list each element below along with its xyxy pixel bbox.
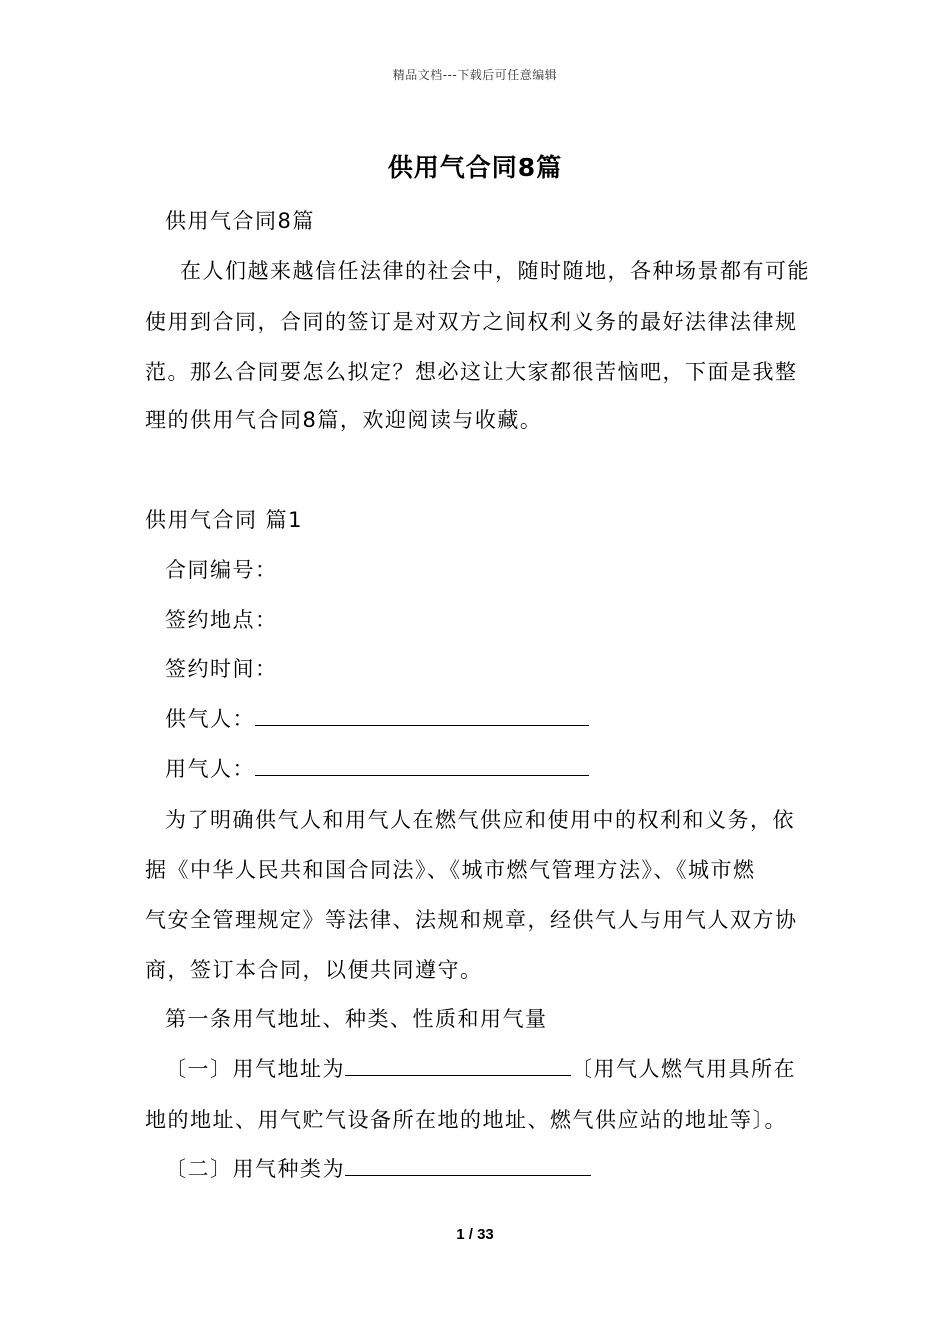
item-1-prefix: 〔一〕用气地址为 [165, 1057, 345, 1081]
item-1-line [165, 1054, 796, 1084]
intro-line-2: 使用到合同，合同的签订是对双方之间权利义务的最好法律法律规 [145, 310, 798, 334]
page-number: 1 / 33 [456, 1226, 494, 1243]
user-label: 用气人： [165, 757, 255, 781]
sign-place-label: 签约地点： [165, 608, 278, 632]
intro-line-3: 范。那么合同要怎么拟定？想必这让大家都很苦恼吧，下面是我整 [145, 360, 798, 384]
sign-time-label: 签约时间： [165, 657, 278, 681]
document-subtitle: 供用气合同8篇 [165, 209, 315, 233]
supplier-field [165, 704, 589, 734]
item-2-line [165, 1154, 591, 1184]
document-title: 供用气合同8篇 [387, 153, 563, 182]
header-note: 精品文档---下载后可任意编辑 [392, 68, 558, 82]
user-blank [255, 755, 589, 776]
user-field [165, 754, 589, 784]
purpose-line-2: 据《中华人民共和国合同法》、《城市燃气管理方法》、《城市燃 [145, 858, 756, 882]
item-2-blank [345, 1155, 591, 1176]
supplier-blank [255, 705, 589, 726]
purpose-line-3: 气安全管理规定》等法律、法规和规章，经供气人与用气人双方协 [145, 908, 798, 932]
item-1-suffix: 〔用气人燃气用具所在 [571, 1057, 796, 1081]
section-heading: 供用气合同 篇1 [145, 508, 304, 532]
item-1-continuation: 地的地址、用气贮气设备所在地的地址、燃气供应站的地址等〕。 [145, 1108, 787, 1132]
intro-line-4: 理的供用气合同8篇，欢迎阅读与收藏。 [145, 408, 543, 432]
contract-number-label: 合同编号： [165, 558, 278, 582]
purpose-line-1: 为了明确供气人和用气人在燃气供应和使用中的权利和义务，依 [165, 808, 795, 832]
intro-line-1: 在人们越来越信任法律的社会中，随时随地，各种场景都有可能 [180, 259, 810, 283]
supplier-label: 供气人： [165, 707, 255, 731]
item-2-prefix: 〔二〕用气种类为 [165, 1157, 345, 1181]
article-1-heading: 第一条用气地址、种类、性质和用气量 [165, 1007, 548, 1031]
purpose-line-4: 商，签订本合同，以便共同遵守。 [145, 958, 483, 982]
item-1-blank [345, 1055, 571, 1076]
